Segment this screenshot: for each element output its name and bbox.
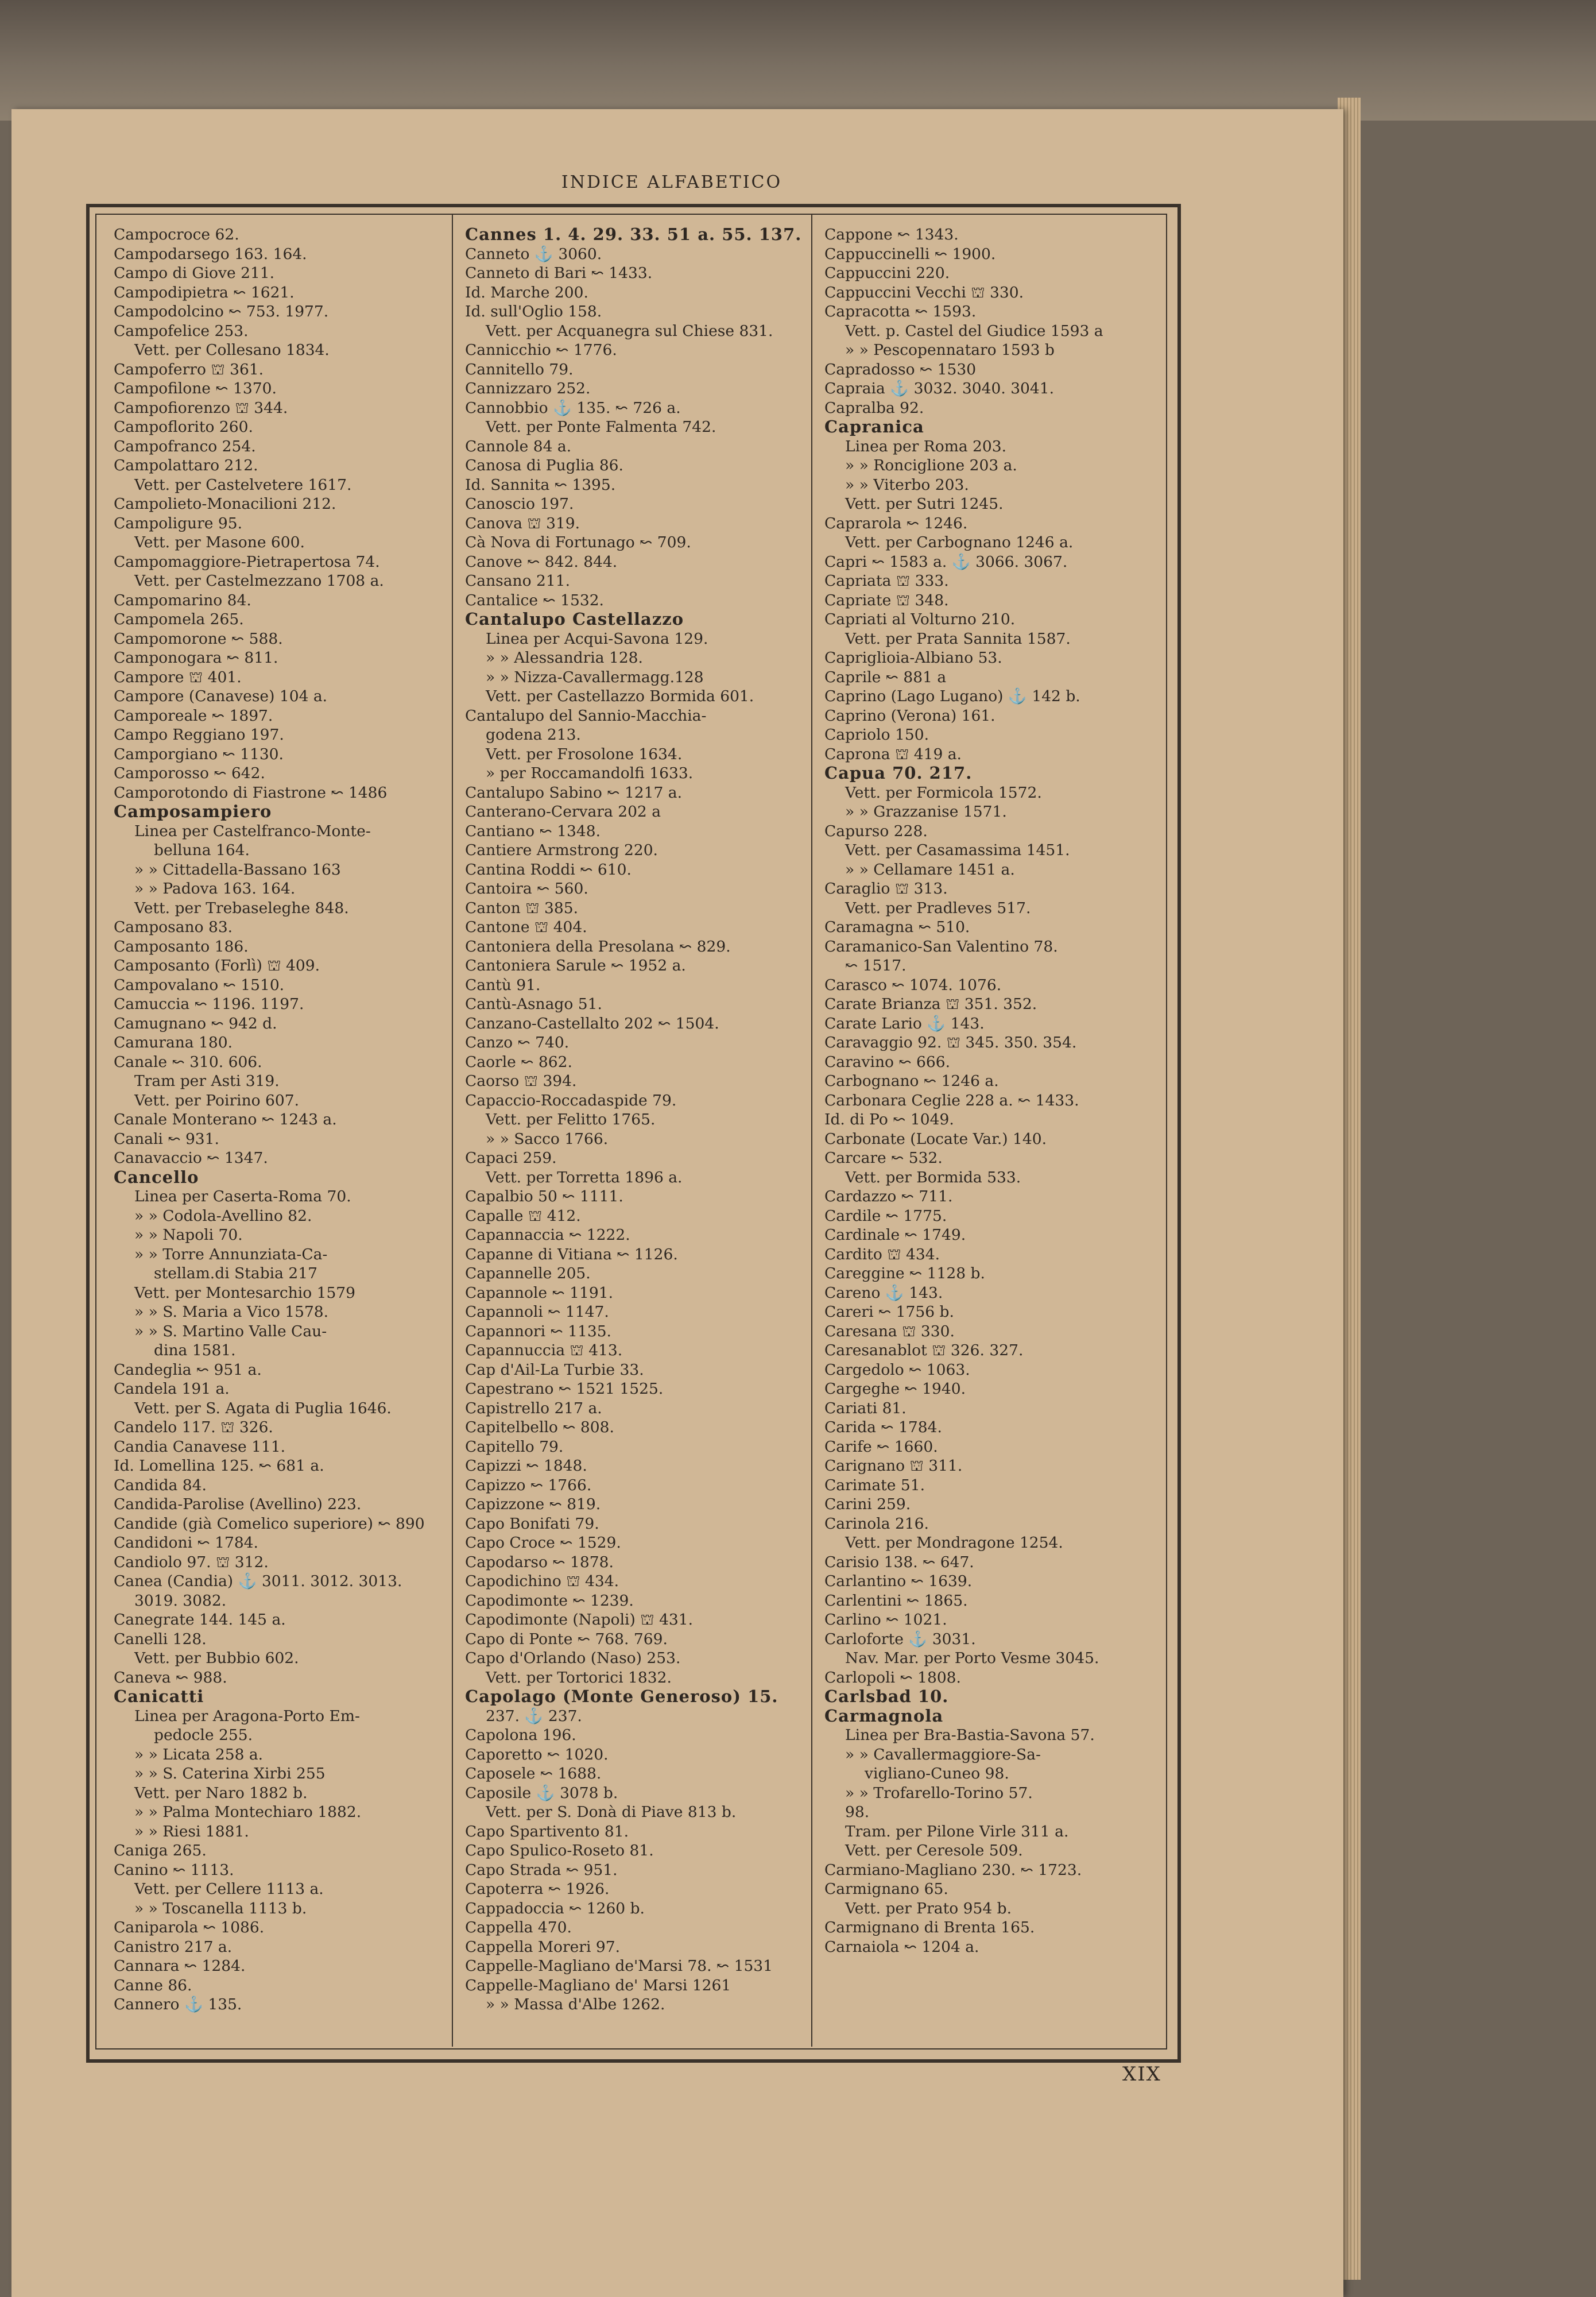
index-entry: Cantalupo Sabino ↜ 1217 a. (465, 783, 683, 802)
index-entry: Caprile ↜ 881 a (824, 668, 947, 686)
index-entry: Vett. per Naro 1882 b. (134, 1784, 308, 1802)
index-entry: Canneto di Bari ↜ 1433. (465, 264, 653, 282)
index-entry: Cargedolo ↜ 1063. (824, 1360, 970, 1379)
index-entry: Canton ⛫ 385. (465, 899, 579, 917)
index-entry: Carisio 138. ↜ 647. (824, 1553, 974, 1571)
index-entry: Careggine ↜ 1128 b. (824, 1264, 985, 1282)
index-entry: Vett. per Prata Sannita 1587. (845, 629, 1071, 648)
index-entry: Cantù 91. (465, 976, 541, 994)
index-entry: Capo Croce ↜ 1529. (465, 1534, 621, 1552)
index-entry: » » Nizza-Cavallermagg.128 (486, 668, 704, 686)
index-entry: Candide (già Comelico superiore) ↜ 890 (114, 1514, 425, 1533)
index-entry: Capodimonte ↜ 1239. (465, 1591, 634, 1610)
index-entry: Caorle ↜ 862. (465, 1053, 572, 1071)
index-entry: Capralba 92. (824, 399, 924, 417)
index-entry: Capodarso ↜ 1878. (465, 1553, 614, 1571)
index-entry: Canneto ⚓ 3060. (465, 245, 602, 263)
index-entry: Vett. per Collesano 1834. (134, 341, 330, 359)
index-entry: Capannelle 205. (465, 1264, 591, 1282)
index-entry: Vett. per Bubbio 602. (134, 1649, 299, 1667)
index-entry: Caresanablot ⛫ 326. 327. (824, 1341, 1024, 1359)
index-entry: 98. (845, 1803, 870, 1821)
index-entry: » » Licata 258 a. (134, 1745, 264, 1764)
index-entry: Cantiano ↜ 1348. (465, 822, 601, 840)
index-entry: Caposile ⚓ 3078 b. (465, 1784, 618, 1802)
index-entry: Campodipietra ↜ 1621. (114, 283, 295, 301)
index-entry: Canelli 128. (114, 1630, 207, 1648)
index-entry: Canali ↜ 931. (114, 1130, 219, 1148)
index-entry: Linea per Bra-Bastia-Savona 57. (845, 1726, 1095, 1744)
index-entry: Capodimonte (Napoli) ⛫ 431. (465, 1611, 694, 1629)
index-entry: Canoscio 197. (465, 495, 574, 513)
index-entry: Capannoli ↜ 1147. (465, 1303, 609, 1321)
index-entry: » » Riesi 1881. (134, 1822, 249, 1840)
index-entry: pedocle 255. (154, 1726, 253, 1744)
index-entry: Caprona ⛫ 419 a. (824, 745, 962, 763)
index-entry: Campomaggiore-Pietrapertosa 74. (114, 552, 380, 571)
index-entry: Camposampiero (114, 802, 272, 821)
index-entry: Cappone ↜ 1343. (824, 226, 959, 243)
index-entry: Capolago (Monte Generoso) 15. (465, 1687, 778, 1706)
index-entry: Carinola 216. (824, 1514, 929, 1533)
index-entry: Vett. per S. Donà di Piave 813 b. (486, 1803, 737, 1821)
index-entry: Capriate ⛫ 348. (824, 591, 949, 609)
index-entry: Cardinale ↜ 1749. (824, 1226, 966, 1244)
index-entry: Candia Canavese 111. (114, 1437, 286, 1456)
index-entry: Capo d'Orlando (Naso) 253. (465, 1649, 681, 1667)
index-entry: Caresana ⛫ 330. (824, 1322, 955, 1340)
index-entry: Carmagnola (824, 1706, 944, 1726)
index-entry: Carbonate (Locate Var.) 140. (824, 1130, 1047, 1148)
index-entry: Carlino ↜ 1021. (824, 1611, 947, 1629)
index-entry: Camposanto 186. (114, 937, 249, 956)
index-entry: Cappuccini Vecchi ⛫ 330. (824, 283, 1024, 301)
index-entry: » per Roccamandolfi 1633. (486, 764, 694, 782)
index-entry: Caprarola ↜ 1246. (824, 514, 968, 532)
index-entry: » » Palma Montechiaro 1882. (134, 1803, 362, 1821)
index-entry: Id. di Po ↜ 1049. (824, 1111, 954, 1128)
index-entry: Cantoniera Sarule ↜ 1952 a. (465, 957, 686, 975)
index-entry: Caprino (Verona) 161. (824, 706, 995, 725)
index-entry: Cantoniera della Presolana ↜ 829. (465, 937, 731, 956)
index-entry: » » S. Maria a Vico 1578. (134, 1303, 329, 1321)
index-entry: Canino ↜ 1113. (114, 1861, 234, 1879)
index-entry: Capalle ⛫ 412. (465, 1206, 581, 1225)
index-column-3 (824, 225, 1163, 1956)
page-number: XIX (1122, 2063, 1161, 2086)
index-entry: Vett. per Prato 954 b. (845, 1899, 1012, 1917)
index-entry: Capo Strada ↜ 951. (465, 1861, 618, 1879)
index-entry: Capitelbello ↜ 808. (465, 1418, 614, 1436)
index-entry: Capo Bonifati 79. (465, 1514, 599, 1533)
index-entry: Caposele ↜ 1688. (465, 1765, 602, 1782)
index-entry: Capizzi ↜ 1848. (465, 1457, 587, 1475)
index-entry: Vett. per S. Agata di Puglia 1646. (134, 1399, 392, 1417)
index-entry: dina 1581. (154, 1341, 236, 1359)
index-entry: Capo Spulico-Roseto 81. (465, 1842, 654, 1859)
index-entry: Campomela 265. (114, 610, 244, 628)
index-entry: Campolattaro 212. (114, 457, 258, 474)
index-entry: Campoflorito 260. (114, 418, 253, 436)
index-entry: Vett. per Castelmezzano 1708 a. (134, 572, 384, 590)
index-entry: Vett. p. Castel del Giudice 1593 a (845, 322, 1103, 340)
index-entry: Campodolcino ↜ 753. 1977. (114, 303, 329, 320)
index-entry: Campo Reggiano 197. (114, 726, 284, 744)
index-entry: Capaci 259. (465, 1149, 557, 1167)
index-entry: Cappadoccia ↜ 1260 b. (465, 1899, 645, 1917)
index-entry: Vett. per Casamassima 1451. (845, 841, 1070, 859)
index-entry: Cardito ⛫ 434. (824, 1245, 940, 1263)
index-entry: Canova ⛫ 319. (465, 514, 580, 532)
index-entry: Campore (Canavese) 104 a. (114, 687, 328, 705)
index-entry: Campomarino 84. (114, 591, 251, 609)
index-entry: Id. Marche 200. (465, 283, 588, 301)
index-entry: Caraglio ⛫ 313. (824, 880, 948, 898)
index-entry: Id. Sannita ↜ 1395. (465, 475, 616, 494)
index-entry: Linea per Aragona-Porto Em- (134, 1707, 360, 1725)
index-entry: Capannaccia ↜ 1222. (465, 1226, 630, 1244)
index-entry: Capodichino ⛫ 434. (465, 1572, 619, 1590)
index-entry: Careno ⚓ 143. (824, 1283, 943, 1302)
index-entry: Vett. per Pradleves 517. (845, 899, 1031, 917)
index-entry: Capua 70. 217. (824, 763, 973, 783)
index-entry: » » Codola-Avellino 82. (134, 1206, 312, 1225)
index-entry: » » Napoli 70. (134, 1226, 243, 1244)
index-entry: Cà Nova di Fortunago ↜ 709. (465, 533, 691, 551)
index-entry: Cantalupo Castellazzo (465, 609, 684, 629)
index-entry: Canterano-Cervara 202 a (465, 803, 661, 821)
index-entry: » » Sacco 1766. (486, 1130, 609, 1148)
index-column-1 (114, 225, 452, 2014)
index-entry: » » Massa d'Albe 1262. (486, 1996, 665, 2013)
index-entry: Campoligure 95. (114, 514, 243, 532)
index-entry: Capri ↜ 1583 a. ⚓ 3066. 3067. (824, 552, 1068, 571)
index-entry: » » Padova 163. 164. (134, 880, 296, 898)
index-entry: Cantalice ↜ 1532. (465, 591, 604, 609)
index-entry: Cardile ↜ 1775. (824, 1206, 947, 1225)
index-entry: » » S. Caterina Xirbi 255 (134, 1765, 326, 1782)
index-entry: Camposano 83. (114, 918, 233, 936)
index-entry: Cappuccinelli ↜ 1900. (824, 245, 996, 263)
index-entry: Camporgiano ↜ 1130. (114, 745, 284, 763)
index-entry: Tram per Asti 319. (134, 1072, 280, 1090)
index-entry: Cannobbio ⚓ 135. ↜ 726 a. (465, 399, 681, 417)
index-entry: Campolieto-Monacilioni 212. (114, 495, 336, 513)
index-entry: 237. ⚓ 237. (486, 1707, 582, 1725)
index-entry: Carate Lario ⚓ 143. (824, 1014, 985, 1033)
index-entry: Vett. per Torretta 1896 a. (486, 1168, 683, 1186)
index-entry: Cantalupo del Sannio-Macchia- (465, 706, 707, 725)
index-entry: Capizzone ↜ 819. (465, 1495, 601, 1513)
index-entry: Carmignano di Brenta 165. (824, 1919, 1035, 1936)
index-entry: Cantina Roddi ↜ 610. (465, 860, 632, 879)
index-entry: Tram. per Pilone Virle 311 a. (845, 1822, 1069, 1840)
index-entry: Candida 84. (114, 1476, 207, 1494)
index-entry: Capalbio 50 ↜ 1111. (465, 1188, 623, 1205)
index-entry: ↜ 1517. (845, 957, 907, 975)
index-entry: Carate Brianza ⛫ 351. 352. (824, 995, 1037, 1013)
index-entry: Capoterra ↜ 1926. (465, 1880, 610, 1898)
index-entry: Campo di Giove 211. (114, 264, 275, 282)
index-entry: Canistro 217 a. (114, 1938, 233, 1956)
index-entry: Capurso 228. (824, 822, 928, 840)
index-entry: Campocroce 62. (114, 226, 239, 243)
index-entry: Caniga 265. (114, 1842, 207, 1859)
index-entry: Candeglia ↜ 951 a. (114, 1360, 262, 1379)
index-entry: Vett. per Formicola 1572. (845, 783, 1042, 802)
index-entry: » » Alessandria 128. (486, 649, 643, 667)
index-entry: bellunа 164. (154, 841, 250, 859)
index-entry: Cancello (114, 1167, 199, 1187)
index-entry: Carimate 51. (824, 1476, 925, 1494)
index-entry: Cantone ⛫ 404. (465, 918, 587, 936)
index-entry: » » Viterbo 203. (845, 475, 969, 494)
index-entry: Capo Spartivento 81. (465, 1822, 629, 1840)
index-entry: Cannitello 79. (465, 360, 574, 378)
index-column-2 (465, 225, 804, 2014)
index-entry: Camposanto (Forlì) ⛫ 409. (114, 957, 320, 975)
index-entry: Capo di Ponte ↜ 768. 769. (465, 1630, 668, 1648)
index-entry: Campodarsego 163. 164. (114, 245, 307, 263)
index-entry: Carlentini ↜ 1865. (824, 1591, 968, 1610)
index-entry: Canavaccio ↜ 1347. (114, 1149, 268, 1167)
index-entry: » » Grazzanise 1571. (845, 803, 1007, 821)
index-entry: Camugnano ↜ 942 d. (114, 1014, 277, 1033)
index-entry: Capracotta ↜ 1593. (824, 303, 977, 320)
index-entry: Cannole 84 a. (465, 437, 572, 455)
index-entry: Linea per Castelfranco-Monte- (134, 822, 371, 840)
index-entry: Vett. per Mondragone 1254. (845, 1534, 1063, 1552)
index-entry: Carloforte ⚓ 3031. (824, 1630, 976, 1648)
column-rule (811, 215, 812, 2047)
index-entry: » » Cittadella-Bassano 163 (134, 860, 341, 879)
index-entry: Cariati 81. (824, 1399, 907, 1417)
index-entry: Candida-Parolise (Avellino) 223. (114, 1495, 362, 1513)
index-entry: Cappella 470. (465, 1919, 572, 1936)
index-entry: Vett. per Masone 600. (134, 533, 305, 551)
index-entry: Candela 191 a. (114, 1380, 230, 1398)
index-entry: Nav. Mar. per Porto Vesme 3045. (845, 1649, 1099, 1667)
index-entry: Capanne di Vitiana ↜ 1126. (465, 1245, 678, 1263)
page-title: INDICE ALFABETICO (561, 172, 782, 192)
index-entry: Canale ↜ 310. 606. (114, 1053, 262, 1071)
index-entry: Capriata ⛫ 333. (824, 572, 949, 590)
index-entry: Carini 259. (824, 1495, 911, 1513)
index-entry: Cappuccini 220. (824, 264, 950, 282)
index-entry: Vett. per Montesarchio 1579 (134, 1283, 356, 1302)
index-entry: Cappelle-Magliano de'Marsi 78. ↜ 1531 (465, 1957, 773, 1975)
index-entry: 3019. 3082. (134, 1591, 227, 1610)
index-entry: Cannes 1. 4. 29. 33. 51 a. 55. 137. (465, 225, 802, 244)
index-entry: Cargeghe ↜ 1940. (824, 1380, 966, 1398)
index-entry: Camporeale ↜ 1897. (114, 706, 273, 725)
index-entry: Carlantino ↜ 1639. (824, 1572, 973, 1590)
index-entry: Cannara ↜ 1284. (114, 1957, 246, 1975)
index-entry: Candiolo 97. ⛫ 312. (114, 1553, 269, 1571)
index-entry: Camuccia ↜ 1196. 1197. (114, 995, 304, 1013)
index-entry: Carmiano-Magliano 230. ↜ 1723. (824, 1861, 1082, 1879)
index-entry: Carcare ↜ 532. (824, 1149, 943, 1167)
index-entry: Carife ↜ 1660. (824, 1437, 938, 1456)
index-entry: Carmignano 65. (824, 1880, 948, 1898)
index-entry: Camurana 180. (114, 1034, 233, 1051)
index-entry: Capriolo 150. (824, 726, 929, 744)
index-entry: Vett. per Trebaseleghe 848. (134, 899, 349, 917)
index-entry: » » S. Martino Valle Cau- (134, 1322, 327, 1340)
index-entry: Campomorone ↜ 588. (114, 629, 283, 648)
index-entry: Capranica (824, 417, 924, 436)
index-entry: Cannero ⚓ 135. (114, 1996, 242, 2013)
index-entry: Capraia ⚓ 3032. 3040. 3041. (824, 380, 1055, 397)
index-entry: Carignano ⛫ 311. (824, 1457, 963, 1475)
index-entry: Cantù-Asnago 51. (465, 995, 602, 1013)
index-entry: Camporosso ↜ 642. (114, 764, 265, 782)
index-entry: Capannori ↜ 1135. (465, 1322, 611, 1340)
index-entry: Linea per Caserta-Roma 70. (134, 1188, 351, 1205)
index-entry: » » Trofarello-Torino 57. (845, 1784, 1033, 1802)
index-entry: » » Cellamare 1451 a. (845, 860, 1015, 879)
index-entry: Campoferro ⛫ 361. (114, 360, 264, 378)
index-entry: Campofelice 253. (114, 322, 249, 340)
index-entry: stellam.di Stabia 217 (154, 1264, 317, 1282)
index-entry: Candidoni ↜ 1784. (114, 1534, 258, 1552)
index-entry: Camponogara ↜ 811. (114, 649, 278, 667)
index-entry: Cappelle-Magliano de' Marsi 1261 (465, 1976, 731, 1994)
index-entry: Vett. per Castelvetere 1617. (134, 475, 352, 494)
index-entry: Capizzo ↜ 1766. (465, 1476, 592, 1494)
index-entry: Cansano 211. (465, 572, 570, 590)
index-entry: Campofilone ↜ 1370. (114, 380, 277, 397)
index-entry: Caramanico-San Valentino 78. (824, 937, 1058, 956)
index-entry: Carbognano ↜ 1246 a. (824, 1072, 999, 1090)
index-entry: Campore ⛫ 401. (114, 668, 242, 686)
index-entry: Vett. per Poirino 607. (134, 1091, 300, 1109)
index-entry: Vett. per Acquanegra sul Chiese 831. (486, 322, 773, 340)
index-entry: Caramagna ↜ 510. (824, 918, 970, 936)
index-entry: Capradosso ↜ 1530 (824, 360, 977, 378)
index-entry: Carnaiola ↜ 1204 a. (824, 1938, 979, 1956)
index-entry: » » Pescopennataro 1593 b (845, 341, 1055, 359)
index-entry: Campovalano ↜ 1510. (114, 976, 285, 994)
index-entry: Carlsbad 10. (824, 1687, 949, 1706)
index-entry: Vett. per Felitto 1765. (486, 1111, 656, 1128)
index-entry: Id. sull'Oglio 158. (465, 303, 602, 320)
index-entry: Carlopoli ↜ 1808. (824, 1668, 961, 1687)
index-entry: Capriati al Volturno 210. (824, 610, 1016, 628)
index-entry: Canzo ↜ 740. (465, 1034, 570, 1051)
index-entry: Campofranco 254. (114, 437, 256, 455)
index-entry: Campofiorenzo ⛫ 344. (114, 399, 288, 417)
index-entry: » » Torre Annunziata-Ca- (134, 1245, 328, 1263)
index-entry: Cantoira ↜ 560. (465, 880, 588, 898)
index-entry: Cannicchio ↜ 1776. (465, 341, 617, 359)
index-entry: Cappella Moreri 97. (465, 1938, 621, 1956)
index-entry: Caravino ↜ 666. (824, 1053, 951, 1071)
index-entry: Canale Monterano ↜ 1243 a. (114, 1111, 337, 1128)
index-entry: godena 213. (486, 726, 581, 744)
index-entry: Cardazzo ↜ 711. (824, 1188, 953, 1205)
index-entry: Carbonara Ceglie 228 a. ↜ 1433. (824, 1091, 1079, 1109)
index-entry: Caniparola ↜ 1086. (114, 1919, 265, 1936)
index-entry: Capannuccia ⛫ 413. (465, 1341, 623, 1359)
index-entry: Careri ↜ 1756 b. (824, 1303, 954, 1321)
index-entry: Canzano-Castellalto 202 ↜ 1504. (465, 1014, 719, 1033)
index-entry: Caneva ↜ 988. (114, 1668, 227, 1687)
index-entry: » » Cavallermaggiore-Sa- (845, 1745, 1041, 1764)
index-entry: Capriglioia-Albiano 53. (824, 649, 1002, 667)
index-entry: Canne 86. (114, 1976, 192, 1994)
index-entry: Canicatti (114, 1687, 204, 1706)
index-entry: Vett. per Ponte Falmenta 742. (486, 418, 716, 436)
index-entry: Carida ↜ 1784. (824, 1418, 942, 1436)
index-entry: Vett. per Cellere 1113 a. (134, 1880, 324, 1898)
index-entry: Camporotondo di Fiastrone ↜ 1486 (114, 783, 388, 802)
index-entry: Capitello 79. (465, 1437, 564, 1456)
index-entry: » » Toscanella 1113 b. (134, 1899, 307, 1917)
index-entry: Capannole ↜ 1191. (465, 1283, 613, 1302)
index-entry: Canosa di Puglia 86. (465, 457, 623, 474)
index-entry: Linea per Acqui-Savona 129. (486, 629, 708, 648)
index-entry: Vett. per Frosolone 1634. (486, 745, 683, 763)
index-entry: Caorso ⛫ 394. (465, 1072, 577, 1090)
index-entry: Canegrate 144. 145 a. (114, 1611, 286, 1629)
index-entry: Id. Lomellina 125. ↜ 681 a. (114, 1457, 324, 1475)
index-entry: Capaccio-Roccadaspide 79. (465, 1091, 677, 1109)
index-entry: Capistrello 217 a. (465, 1399, 602, 1417)
index-entry: Cantiere Armstrong 220. (465, 841, 658, 859)
index-entry: Vett. per Tortorici 1832. (486, 1668, 672, 1687)
index-entry: Vett. per Bormida 533. (845, 1168, 1021, 1186)
index-entry: Carasco ↜ 1074. 1076. (824, 976, 1002, 994)
index-entry: Vett. per Castellazzo Bormida 601. (486, 687, 754, 705)
index-entry: » » Ronciglione 203 a. (845, 457, 1017, 474)
index-entry: Capestrano ↜ 1521 1525. (465, 1380, 664, 1398)
index-entry: Caporetto ↜ 1020. (465, 1745, 609, 1764)
index-entry: Capolona 196. (465, 1726, 576, 1744)
index-entry: Vett. per Ceresole 509. (845, 1842, 1023, 1859)
index-entry: vigliano-Cuneo 98. (865, 1765, 1009, 1782)
index-entry: Caravaggio 92. ⛫ 345. 350. 354. (824, 1034, 1077, 1051)
index-entry: Cannizzaro 252. (465, 380, 591, 397)
index-entry: Candelo 117. ⛫ 326. (114, 1418, 273, 1436)
index-entry: Canove ↜ 842. 844. (465, 552, 618, 571)
index-entry: Linea per Roma 203. (845, 437, 1007, 455)
index-entry: Cap d'Ail-La Turbie 33. (465, 1360, 644, 1379)
index-entry: Caprino (Lago Lugano) ⚓ 142 b. (824, 687, 1080, 705)
index-entry: Canea (Candia) ⚓ 3011. 3012. 3013. (114, 1572, 402, 1590)
index-entry: Vett. per Carbognano 1246 a. (845, 533, 1074, 551)
index-entry: Vett. per Sutri 1245. (845, 495, 1004, 513)
